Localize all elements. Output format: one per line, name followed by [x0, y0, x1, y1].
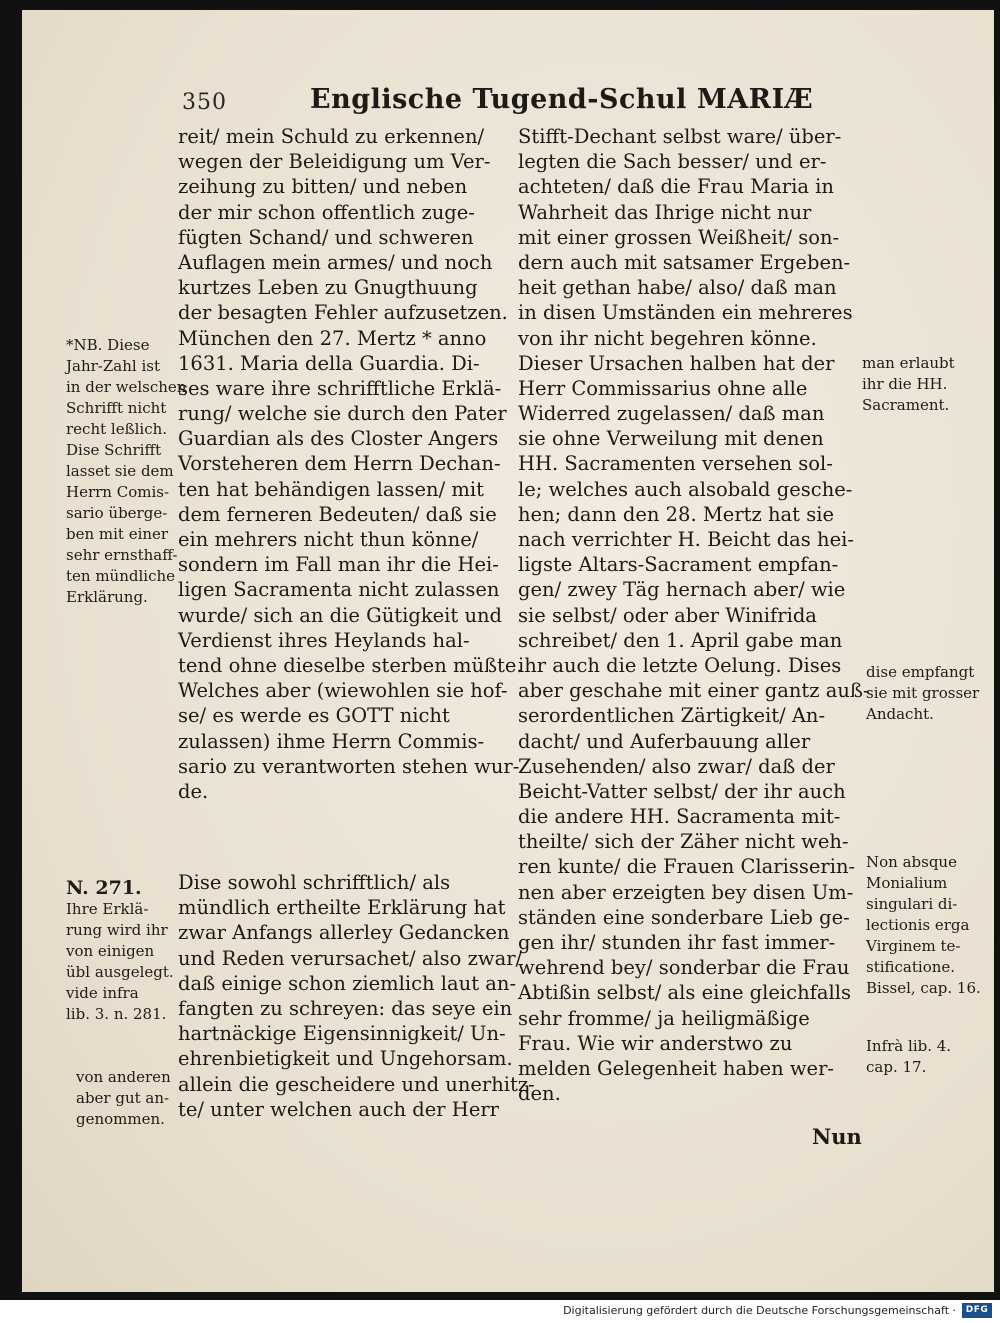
text-line: dem ferneren Bedeuten/ daß sie: [178, 502, 497, 526]
text-line: achteten/ daß die Frau Maria in: [518, 175, 834, 199]
margin-note-line: vide infra: [66, 984, 139, 1002]
page-number: 350: [182, 90, 227, 115]
margin-note-nb: [66, 335, 186, 608]
margin-note-n271: [66, 878, 196, 1025]
text-line: zeihung zu bitten/ und neben: [178, 175, 468, 199]
text-line: theilte/ sich der Zäher nicht weh-: [518, 830, 849, 854]
margin-note-line: ben mit einer: [66, 525, 169, 543]
text-line: ehrenbietigkeit und Ungehorsam.: [178, 1047, 513, 1071]
text-column-left-second-paragraph: [178, 870, 535, 1122]
text-line: sondern im Fall man ihr die Hei-: [178, 553, 499, 577]
text-line: nach verrichter H. Beicht das hei-: [518, 528, 854, 551]
text-line: HH. Sacramenten versehen sol-: [518, 452, 833, 476]
text-line: le; welches auch alsobald gesche-: [518, 477, 853, 501]
text-line: Herr Commissarius ohne alle: [518, 376, 808, 400]
text-line: Wahrheit das Ihrige nicht nur: [518, 200, 812, 224]
text-line: wurde/ sich an die Gütigkeit und: [178, 603, 503, 627]
text-line: legten die Sach besser/ und er-: [518, 150, 827, 174]
catchword: Nun: [812, 1124, 862, 1149]
margin-note-line: Bissel, cap. 16.: [866, 979, 981, 997]
margin-note-line: von anderen: [76, 1068, 171, 1086]
text-line: Dieser Ursachen halben hat der: [518, 351, 835, 375]
margin-note-line: singulari di-: [866, 895, 958, 913]
text-line: wehrend bey/ sonderbar die Frau: [518, 956, 850, 980]
text-line: serordentlichen Zärtigkeit/ An-: [518, 704, 826, 728]
text-line: tend ohne dieselbe sterben müßte.: [178, 653, 523, 677]
text-line: aber geschahe mit einer gantz auß-: [518, 679, 870, 703]
text-line: zwar Anfangs allerley Gedancken: [178, 921, 510, 945]
text-line: rung/ welche sie durch den Pater: [178, 402, 507, 426]
margin-note-line: von einigen: [66, 942, 155, 960]
page-title: Englische Tugend-Schul MARIÆ: [310, 84, 814, 115]
margin-note-line: man erlaubt: [862, 354, 955, 372]
margin-note-line: Schrifft nicht: [66, 399, 167, 417]
paragraph-number: N. 271.: [66, 877, 142, 899]
margin-note-line: Jahr-Zahl ist: [66, 357, 160, 375]
text-line: wegen der Beleidigung um Ver-: [178, 150, 491, 174]
margin-note-line: Andacht.: [866, 705, 934, 723]
text-line: Abtißin selbst/ als eine gleichfalls: [518, 981, 851, 1005]
margin-note-line: sehr ernsthaff-: [66, 546, 178, 564]
text-line: von ihr nicht begehren könne.: [518, 326, 817, 350]
text-line: mit einer grossen Weißheit/ son-: [518, 225, 840, 249]
text-line: dern auch mit satsamer Ergeben-: [518, 250, 851, 274]
margin-note-line: Herrn Comis-: [66, 483, 170, 501]
margin-note-line: lasset sie dem: [66, 462, 174, 480]
text-line: Stifft-Dechant selbst ware/ über-: [518, 125, 842, 148]
text-line: die andere HH. Sacramenta mit-: [518, 805, 841, 829]
margin-note-line: stificatione.: [866, 958, 956, 976]
running-head: [160, 82, 880, 122]
margin-note-line: genommen.: [76, 1110, 165, 1128]
text-line: und Reden verursachet/ also zwar/: [178, 946, 523, 970]
margin-note-line: ten mündliche: [66, 567, 176, 585]
text-line: te/ unter welchen auch der Herr: [178, 1097, 499, 1121]
margin-note-line: Ihre Erklä-: [66, 900, 149, 918]
text-line: nen aber erzeigten bey disen Um-: [518, 880, 854, 904]
text-line: ligen Sacramenta nicht zulassen: [178, 578, 500, 602]
text-line: sie ohne Verweilung mit denen: [518, 427, 824, 451]
margin-note-line: Infrà lib. 4.: [866, 1037, 952, 1055]
text-line: Verdienst ihres Heylands hal-: [178, 628, 470, 652]
margin-note-line: Dise Schrifft: [66, 441, 162, 459]
text-line: hen; dann den 28. Mertz hat sie: [518, 502, 834, 526]
margin-note-reference: [866, 1036, 976, 1078]
margin-note-line: aber gut an-: [76, 1089, 170, 1107]
margin-note-line: lib. 3. n. 281.: [66, 1005, 167, 1023]
text-line: ses ware ihre schrifftliche Erklä-: [178, 376, 502, 400]
text-line: ten hat behändigen lassen/ mit: [178, 477, 484, 501]
text-line: ligste Altars-Sacrament empfan-: [518, 553, 839, 577]
text-line: hartnäckige Eigensinnigkeit/ Un-: [178, 1022, 506, 1046]
margin-note-line: rung wird ihr: [66, 921, 168, 939]
text-line: sie selbst/ oder aber Winifrida: [518, 603, 817, 627]
text-line: Auflagen mein armes/ und noch: [178, 250, 493, 274]
margin-note-line: recht leßlich.: [66, 420, 168, 438]
text-line: zulassen) ihme Herrn Commis-: [178, 729, 485, 753]
text-line: ren kunte/ die Frauen Clarisserin-: [518, 855, 856, 879]
text-line: Guardian als des Closter Angers: [178, 427, 499, 451]
text-line: Frau. Wie wir anderstwo zu: [518, 1031, 793, 1055]
margin-note-sacrament: [862, 353, 972, 416]
text-line: kurtzes Leben zu Gnugthuung: [178, 276, 478, 300]
text-line: mündlich ertheilte Erklärung hat: [178, 896, 506, 920]
text-line: fangten zu schreyen: das seye ein: [178, 996, 513, 1020]
text-column-left: [178, 124, 523, 804]
text-line: fügten Schand/ und schweren: [178, 225, 474, 249]
dfg-logo: DFG: [962, 1303, 992, 1318]
text-line: Beicht-Vatter selbst/ der ihr auch: [518, 779, 846, 803]
text-line: se/ es werde es GOTT nicht: [178, 704, 450, 728]
text-line: Zusehenden/ also zwar/ daß der: [518, 754, 835, 778]
footer-credit: Digitalisierung gefördert durch die Deutsche Forschungsgemeinschaft ·: [563, 1304, 956, 1317]
text-line: Widerred zugelassen/ daß man: [518, 402, 825, 426]
margin-note-line: sario überge-: [66, 504, 168, 522]
text-line: München den 27. Mertz * anno: [178, 326, 487, 350]
text-line: der mir schon offentlich zuge-: [178, 200, 475, 224]
margin-note-line: ihr die HH.: [862, 375, 948, 393]
margin-note-line: in der welschen: [66, 378, 187, 396]
margin-note-line: Non absque: [866, 853, 957, 871]
text-line: den.: [518, 1082, 561, 1106]
text-line: de.: [178, 779, 209, 803]
margin-note-devotion: [866, 662, 980, 725]
text-line: ständen eine sonderbare Lieb ge-: [518, 905, 850, 929]
text-line: der besagten Fehler aufzusetzen.: [178, 301, 508, 325]
text-line: heit gethan habe/ also/ daß man: [518, 276, 837, 300]
margin-note-line: Virginem te-: [866, 937, 961, 955]
text-line: sehr fromme/ ja heiligmäßige: [518, 1006, 810, 1030]
text-line: 1631. Maria della Guardia. Di-: [178, 351, 480, 375]
text-line: dacht/ und Auferbauung aller: [518, 729, 811, 753]
text-line: daß einige schon ziemlich laut an-: [178, 971, 517, 995]
margin-note-line: *NB. Diese: [66, 336, 150, 354]
text-line: ihr auch die letzte Oelung. Dises: [518, 653, 842, 677]
text-line: in disen Umständen ein mehreres: [518, 301, 853, 325]
text-line: ein mehrers nicht thun könne/: [178, 528, 479, 551]
margin-note-line: Erklärung.: [66, 588, 148, 606]
margin-note-line: sie mit grosser: [866, 684, 980, 702]
text-line: Dise sowohl schrifftlich/ als: [178, 871, 451, 894]
text-line: sario zu verantworten stehen wur-: [178, 754, 520, 778]
text-line: Vorsteheren dem Herrn Dechan-: [178, 452, 501, 476]
margin-note-line: dise empfangt: [866, 663, 975, 681]
text-line: allein die gescheidere und unerhitz-: [178, 1072, 535, 1096]
margin-note-other: [76, 1067, 196, 1130]
footer-bar: [0, 1300, 1000, 1323]
text-column-right: [518, 124, 870, 1106]
margin-note-line: lectionis erga: [866, 916, 970, 934]
text-line: melden Gelegenheit haben wer-: [518, 1056, 834, 1080]
margin-note-line: Monialium: [866, 874, 948, 892]
text-line: gen/ zwey Täg hernach aber/ wie: [518, 578, 846, 602]
margin-note-line: übl ausgelegt.: [66, 963, 174, 981]
margin-note-latin: [866, 852, 981, 999]
text-line: reit/ mein Schuld zu erkennen/: [178, 125, 485, 148]
margin-note-line: Sacrament.: [862, 396, 950, 414]
text-line: schreibet/ den 1. April gabe man: [518, 628, 843, 652]
text-line: gen ihr/ stunden ihr fast immer-: [518, 931, 836, 954]
margin-note-line: cap. 17.: [866, 1058, 927, 1076]
text-line: Welches aber (wiewohlen sie hof-: [178, 679, 508, 703]
